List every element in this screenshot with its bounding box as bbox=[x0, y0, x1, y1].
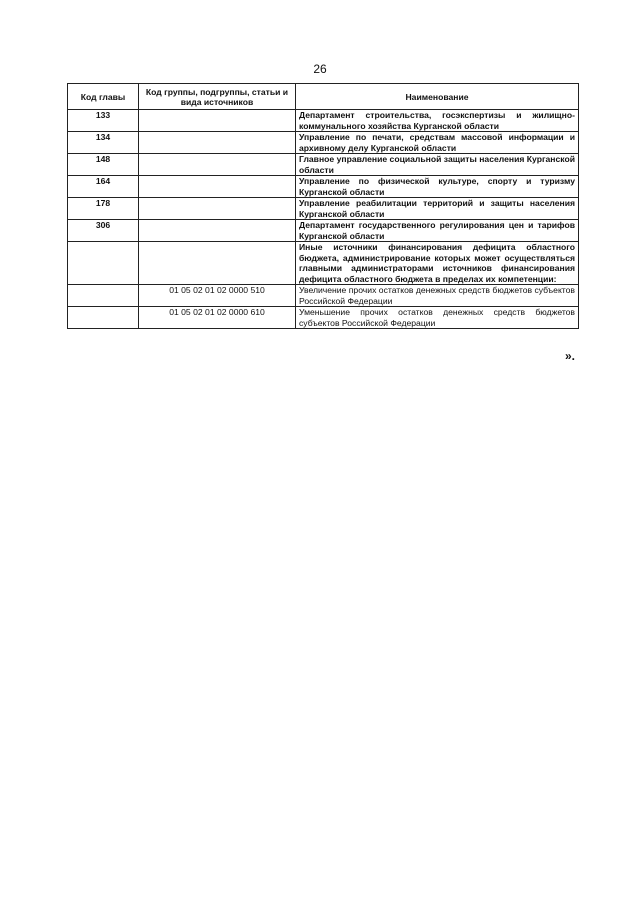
name-cell: Главное управление социальной защиты населения Курганской области bbox=[296, 154, 579, 176]
source-code-cell bbox=[139, 220, 296, 242]
header-source-code: Код группы, подгруппы, статьи и вида источников bbox=[139, 84, 296, 110]
closing-quote-mark: ». bbox=[565, 349, 576, 363]
table-row bbox=[68, 198, 579, 220]
name-cell: Департамент государственного регулирования цен и тарифов Курганской области bbox=[296, 220, 579, 242]
name-cell: Управление по печати, средствам массовой информации и архивному делу Курганской области bbox=[296, 132, 579, 154]
chapter-code-cell bbox=[68, 242, 139, 285]
chapter-code-cell: 148 bbox=[68, 154, 139, 176]
source-code-cell bbox=[139, 242, 296, 285]
source-code-cell bbox=[139, 176, 296, 198]
table-row bbox=[68, 110, 579, 132]
table-row bbox=[68, 242, 579, 285]
chapter-code-cell: 134 bbox=[68, 132, 139, 154]
header-name: Наименование bbox=[296, 84, 579, 110]
table-row bbox=[68, 307, 579, 329]
chapter-code-cell: 133 bbox=[68, 110, 139, 132]
table-row bbox=[68, 220, 579, 242]
name-cell: Уменьшение прочих остатков денежных средств бюджетов субъектов Российской Федерации bbox=[296, 307, 579, 329]
chapter-code-cell: 178 bbox=[68, 198, 139, 220]
table-row bbox=[68, 176, 579, 198]
chapter-code-cell: 306 bbox=[68, 220, 139, 242]
chapter-code-cell bbox=[68, 307, 139, 329]
source-code-cell: 01 05 02 01 02 0000 510 bbox=[139, 285, 296, 307]
name-cell: Увеличение прочих остатков денежных средств бюджетов субъектов Российской Федерации bbox=[296, 285, 579, 307]
name-cell: Управление по физической культуре, спорту и туризму Курганской области bbox=[296, 176, 579, 198]
source-code-cell bbox=[139, 110, 296, 132]
table-row bbox=[68, 285, 579, 307]
chapter-code-cell: 164 bbox=[68, 176, 139, 198]
table-row bbox=[68, 132, 579, 154]
header-chapter-code: Код главы bbox=[68, 84, 139, 110]
source-code-cell bbox=[139, 154, 296, 176]
source-code-cell: 01 05 02 01 02 0000 610 bbox=[139, 307, 296, 329]
name-cell: Департамент строительства, госэкспертизы и жилищно-коммунального хозяйства Курганской области bbox=[296, 110, 579, 132]
name-cell: Иные источники финансирования дефицита областного бюджета, администрирование которых может осуществляться главными администраторами источников финансирования дефицита областного бюджета в пределах их компетенции: bbox=[296, 242, 579, 285]
name-cell: Управление реабилитации территорий и защиты населения Курганской области bbox=[296, 198, 579, 220]
table-header-row bbox=[68, 84, 579, 110]
source-code-cell bbox=[139, 132, 296, 154]
source-code-cell bbox=[139, 198, 296, 220]
page-number: 26 bbox=[313, 62, 327, 76]
budget-sources-table bbox=[67, 83, 579, 329]
chapter-code-cell bbox=[68, 285, 139, 307]
table-row bbox=[68, 154, 579, 176]
